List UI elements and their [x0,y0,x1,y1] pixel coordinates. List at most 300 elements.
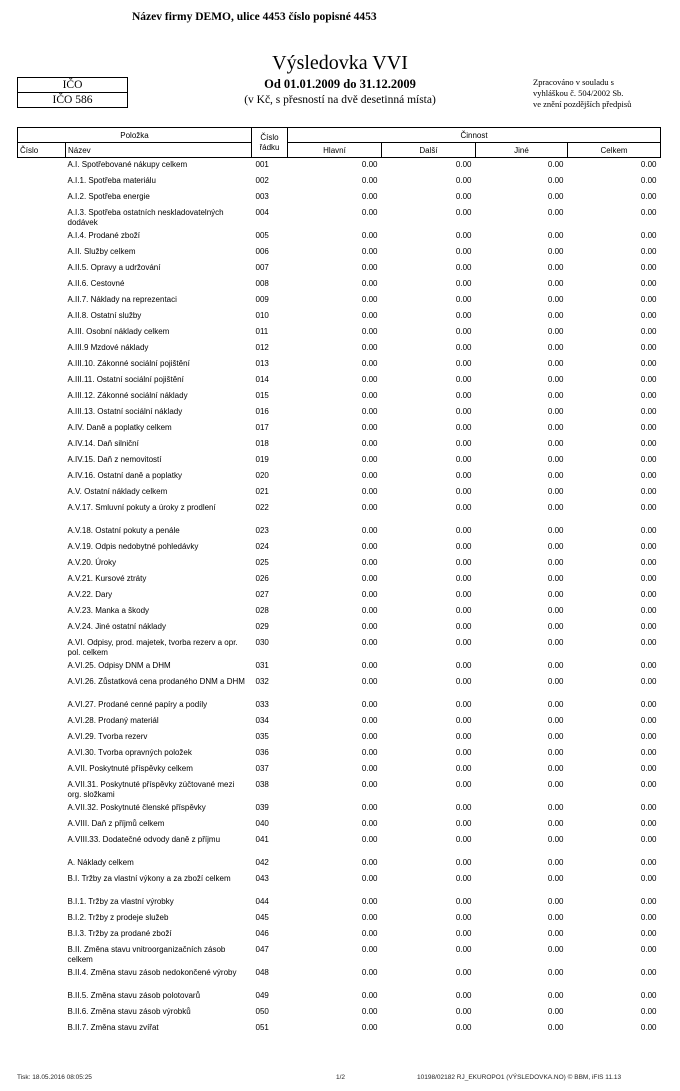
row-dalsi: 0.00 [455,230,472,240]
table-row [18,277,661,293]
row-nazev: A.III.10. Zákonné sociální pojištění [67,358,190,368]
row-cislo-radku: 047 [255,944,269,954]
header-hlavni: Hlavní [288,143,382,158]
legal-note-line: Zpracováno v souladu s [533,77,614,87]
row-dalsi: 0.00 [455,1022,472,1032]
row-cislo-radku: 032 [255,676,269,686]
legal-note [533,77,673,110]
row-cislo [18,405,66,421]
row-dalsi: 0.00 [455,676,472,686]
row-celkem: 0.00 [640,294,657,304]
row-jine: 0.00 [547,374,564,384]
table-row [18,730,661,746]
row-celkem: 0.00 [640,1006,657,1016]
table-row [18,357,661,373]
row-nazev: A.VII.32. Poskytnuté členské příspěvky [67,802,206,812]
row-celkem: 0.00 [640,406,657,416]
table-row [18,872,661,895]
row-cislo [18,856,66,872]
row-jine: 0.00 [547,160,564,169]
row-jine: 0.00 [547,358,564,368]
table-body [18,158,661,1037]
row-dalsi: 0.00 [455,699,472,709]
row-nazev: A.VI.29. Tvorba rezerv [67,731,148,741]
row-cislo [18,357,66,373]
row-cislo [18,801,66,817]
row-nazev: A.VII.31. Poskytnuté příspěvky zúčtované mezi org. složkami [67,779,235,799]
row-cislo-radku: 041 [255,834,269,844]
row-dalsi: 0.00 [455,873,472,883]
header-celkem: Celkem [568,143,661,158]
row-dalsi: 0.00 [455,1006,472,1016]
row-jine: 0.00 [547,928,564,938]
row-nazev: A.I.1. Spotřeba materiálu [67,175,156,185]
row-hlavni: 0.00 [361,454,378,464]
row-cislo-radku: 043 [255,873,269,883]
row-cislo [18,190,66,206]
row-hlavni: 0.00 [361,438,378,448]
row-jine: 0.00 [547,278,564,288]
row-nazev: A.VII. Poskytnuté příspěvky celkem [67,763,193,773]
row-celkem: 0.00 [640,310,657,320]
row-cislo-radku: 025 [255,557,269,567]
row-celkem: 0.00 [640,731,657,741]
row-hlavni: 0.00 [361,763,378,773]
row-celkem: 0.00 [640,660,657,670]
row-dalsi: 0.00 [455,731,472,741]
row-celkem: 0.00 [640,454,657,464]
row-dalsi: 0.00 [455,896,472,906]
row-cislo-radku: 016 [255,406,269,416]
row-celkem: 0.00 [640,873,657,883]
row-hlavni: 0.00 [361,358,378,368]
row-cislo [18,373,66,389]
row-dalsi: 0.00 [455,802,472,812]
row-hlavni: 0.00 [361,175,378,185]
row-jine: 0.00 [547,621,564,631]
row-nazev: A.V.24. Jiné ostatní náklady [67,621,166,631]
row-jine: 0.00 [547,605,564,615]
row-jine: 0.00 [547,191,564,201]
row-cislo-radku: 038 [255,779,269,789]
row-nazev: A.V.18. Ostatní pokuty a penále [67,525,180,535]
row-dalsi: 0.00 [455,406,472,416]
row-cislo [18,325,66,341]
table-row [18,675,661,698]
row-jine: 0.00 [547,779,564,789]
row-cislo-radku: 003 [255,191,269,201]
row-cislo-radku: 030 [255,637,269,647]
row-cislo-radku: 017 [255,422,269,432]
row-cislo-radku: 014 [255,374,269,384]
row-hlavni: 0.00 [361,486,378,496]
row-cislo [18,206,66,229]
row-nazev: B.I.1. Tržby za vlastní výrobky [67,896,174,906]
row-celkem: 0.00 [640,557,657,567]
row-celkem: 0.00 [640,230,657,240]
row-dalsi: 0.00 [455,326,472,336]
row-hlavni: 0.00 [361,589,378,599]
row-jine: 0.00 [547,896,564,906]
row-jine: 0.00 [547,342,564,352]
row-nazev: A.I.2. Spotřeba energie [67,191,150,201]
table-row [18,801,661,817]
row-cislo [18,556,66,572]
row-dalsi: 0.00 [455,818,472,828]
row-dalsi: 0.00 [455,422,472,432]
table-row [18,261,661,277]
row-jine: 0.00 [547,944,564,954]
row-celkem: 0.00 [640,1022,657,1032]
row-jine: 0.00 [547,422,564,432]
row-celkem: 0.00 [640,589,657,599]
row-jine: 0.00 [547,676,564,686]
row-nazev: A.II.6. Cestovné [67,278,125,288]
row-dalsi: 0.00 [455,573,472,583]
row-nazev: A.V.21. Kursové ztráty [67,573,147,583]
row-cislo [18,698,66,714]
row-celkem: 0.00 [640,502,657,512]
row-dalsi: 0.00 [455,990,472,1000]
row-dalsi: 0.00 [455,637,472,647]
row-hlavni: 0.00 [361,990,378,1000]
header-jine: Jiné [476,143,568,158]
table-row [18,833,661,856]
row-jine: 0.00 [547,715,564,725]
row-hlavni: 0.00 [361,541,378,551]
row-cislo [18,1021,66,1037]
row-cislo [18,730,66,746]
table-row [18,746,661,762]
row-cislo-radku: 036 [255,747,269,757]
row-dalsi: 0.00 [455,358,472,368]
row-cislo-radku: 033 [255,699,269,709]
row-cislo-radku: 049 [255,990,269,1000]
row-celkem: 0.00 [640,747,657,757]
row-dalsi: 0.00 [455,160,472,169]
row-cislo-radku: 031 [255,660,269,670]
row-cislo [18,778,66,801]
row-hlavni: 0.00 [361,207,378,217]
row-dalsi: 0.00 [455,502,472,512]
table-row [18,469,661,485]
header-cislo-radku [252,128,288,158]
footer-print-date: Tisk: 18.05.2016 08:05:25 [17,1074,92,1081]
row-dalsi: 0.00 [455,779,472,789]
table-row [18,437,661,453]
row-nazev: B.II. Změna stavu vnitroorganizačních zásob celkem [67,944,226,964]
row-nazev: A.VI.28. Prodaný materiál [67,715,159,725]
row-celkem: 0.00 [640,175,657,185]
row-hlavni: 0.00 [361,262,378,272]
row-cislo-radku: 051 [255,1022,269,1032]
row-hlavni: 0.00 [361,294,378,304]
row-cislo [18,389,66,405]
row-cislo-radku: 007 [255,262,269,272]
row-cislo [18,588,66,604]
row-hlavni: 0.00 [361,802,378,812]
row-nazev: A.V.22. Dary [67,589,113,599]
row-cislo-radku: 020 [255,470,269,480]
row-hlavni: 0.00 [361,896,378,906]
table-row [18,293,661,309]
row-hlavni: 0.00 [361,912,378,922]
table-row [18,190,661,206]
row-jine: 0.00 [547,912,564,922]
row-hlavni: 0.00 [361,406,378,416]
row-cislo [18,620,66,636]
income-statement-table [17,127,661,1037]
table-row [18,943,661,966]
row-cislo-radku: 027 [255,589,269,599]
row-jine: 0.00 [547,525,564,535]
ico-label: IČO [18,78,127,93]
table-row [18,636,661,659]
row-celkem: 0.00 [640,262,657,272]
row-celkem: 0.00 [640,278,657,288]
table-row [18,762,661,778]
table-row [18,325,661,341]
row-jine: 0.00 [547,763,564,773]
row-nazev: B.II.5. Změna stavu zásob polotovarů [67,990,201,1000]
row-cislo [18,158,66,174]
row-nazev: A.V.23. Manka a škody [67,605,150,615]
row-cislo [18,604,66,620]
report-units: (v Kč, s přesností na dvě desetinná místa) [244,94,436,106]
table-row [18,620,661,636]
row-jine: 0.00 [547,747,564,757]
row-cislo-radku: 029 [255,621,269,631]
row-celkem: 0.00 [640,818,657,828]
row-nazev: A.IV. Daně a poplatky celkem [67,422,172,432]
row-hlavni: 0.00 [361,779,378,789]
header-cislo-radku-line1: Číslo [260,132,279,142]
table-row [18,389,661,405]
header-nazev: Název [66,143,252,158]
table-row [18,485,661,501]
row-jine: 0.00 [547,262,564,272]
row-cislo [18,309,66,325]
table-row [18,698,661,714]
row-nazev: A.II.5. Opravy a udržování [67,262,161,272]
row-cislo-radku: 010 [255,310,269,320]
row-jine: 0.00 [547,857,564,867]
row-cislo [18,895,66,911]
company-header: Název firmy DEMO, ulice 4453 číslo popisné 4453 [132,11,377,23]
table-row [18,405,661,421]
row-cislo-radku: 019 [255,454,269,464]
row-cislo-radku: 002 [255,175,269,185]
row-cislo-radku: 045 [255,912,269,922]
row-cislo [18,762,66,778]
row-hlavni: 0.00 [361,573,378,583]
row-cislo [18,501,66,524]
row-celkem: 0.00 [640,541,657,551]
row-cislo [18,421,66,437]
row-celkem: 0.00 [640,342,657,352]
row-jine: 0.00 [547,246,564,256]
row-cislo-radku: 042 [255,857,269,867]
row-cislo-radku: 013 [255,358,269,368]
row-celkem: 0.00 [640,912,657,922]
row-nazev: A.V.19. Odpis nedobytné pohledávky [67,541,199,551]
row-cislo [18,261,66,277]
footer-info: 10198/02182 RJ_EKUROPO1 (VÝSLEDOVKA.NO) © BBM, iFIS 11.13 [417,1074,622,1081]
row-hlavni: 0.00 [361,731,378,741]
row-jine: 0.00 [547,294,564,304]
row-celkem: 0.00 [640,326,657,336]
row-celkem: 0.00 [640,967,657,977]
row-dalsi: 0.00 [455,605,472,615]
row-nazev: A.VI.25. Odpisy DNM a DHM [67,660,171,670]
row-dalsi: 0.00 [455,374,472,384]
row-hlavni: 0.00 [361,834,378,844]
row-cislo [18,911,66,927]
row-nazev: B.I.3. Tržby za prodané zboží [67,928,172,938]
row-cislo-radku: 005 [255,230,269,240]
row-dalsi: 0.00 [455,857,472,867]
row-cislo-radku: 040 [255,818,269,828]
row-celkem: 0.00 [640,207,657,217]
row-nazev: A.IV.14. Daň silniční [67,438,139,448]
legal-note-line: vyhláškou č. 504/2002 Sb. [533,88,624,98]
row-celkem: 0.00 [640,422,657,432]
row-cislo [18,174,66,190]
row-celkem: 0.00 [640,637,657,647]
row-cislo-radku: 039 [255,802,269,812]
row-jine: 0.00 [547,454,564,464]
row-nazev: B.II.4. Změna stavu zásob nedokončené výroby [67,967,237,977]
row-jine: 0.00 [547,486,564,496]
table-row [18,556,661,572]
row-dalsi: 0.00 [455,715,472,725]
row-cislo-radku: 011 [255,326,269,336]
row-dalsi: 0.00 [455,541,472,551]
row-jine: 0.00 [547,175,564,185]
row-nazev: A.VIII. Daň z příjmů celkem [67,818,165,828]
row-dalsi: 0.00 [455,967,472,977]
row-cislo [18,746,66,762]
row-cislo [18,675,66,698]
row-nazev: A.VI.26. Zůstatková cena prodaného DNM a DHM [67,676,245,686]
row-jine: 0.00 [547,731,564,741]
row-cislo-radku: 012 [255,342,269,352]
table-row [18,989,661,1005]
table-row [18,206,661,229]
row-cislo [18,927,66,943]
row-dalsi: 0.00 [455,390,472,400]
row-cislo [18,341,66,357]
row-dalsi: 0.00 [455,557,472,567]
row-cislo [18,817,66,833]
row-jine: 0.00 [547,873,564,883]
row-celkem: 0.00 [640,834,657,844]
row-nazev: A.I.3. Spotřeba ostatních neskladovatelných dodávek [67,207,224,227]
row-nazev: B.II.7. Změna stavu zvířat [67,1022,159,1032]
row-dalsi: 0.00 [455,246,472,256]
row-dalsi: 0.00 [455,834,472,844]
row-dalsi: 0.00 [455,207,472,217]
row-nazev: A.I. Spotřebované nákupy celkem [67,160,188,169]
row-dalsi: 0.00 [455,912,472,922]
row-cislo-radku: 006 [255,246,269,256]
row-celkem: 0.00 [640,944,657,954]
row-hlavni: 0.00 [361,470,378,480]
row-hlavni: 0.00 [361,374,378,384]
row-cislo-radku: 015 [255,390,269,400]
row-cislo-radku: 037 [255,763,269,773]
row-cislo [18,453,66,469]
row-dalsi: 0.00 [455,621,472,631]
row-jine: 0.00 [547,310,564,320]
table-row [18,572,661,588]
row-nazev: B.I.2. Tržby z prodeje služeb [67,912,169,922]
row-cislo [18,833,66,856]
table-row [18,778,661,801]
row-cislo-radku: 028 [255,605,269,615]
row-cislo [18,659,66,675]
row-hlavni: 0.00 [361,699,378,709]
row-dalsi: 0.00 [455,470,472,480]
row-cislo-radku: 034 [255,715,269,725]
row-hlavni: 0.00 [361,967,378,977]
table-row [18,966,661,989]
row-dalsi: 0.00 [455,525,472,535]
table-row [18,229,661,245]
row-nazev: B.II.6. Změna stavu zásob výrobků [67,1006,191,1016]
row-cislo-radku: 024 [255,541,269,551]
table-row [18,604,661,620]
row-dalsi: 0.00 [455,175,472,185]
row-hlavni: 0.00 [361,857,378,867]
row-dalsi: 0.00 [455,294,472,304]
row-nazev: A.VI. Odpisy, prod. majetek, tvorba rezerv a opr. pol. celkem [67,637,238,657]
legal-note-line: ve znění pozdějších předpisů [533,99,632,109]
row-cislo [18,485,66,501]
row-celkem: 0.00 [640,779,657,789]
row-dalsi: 0.00 [455,589,472,599]
row-jine: 0.00 [547,573,564,583]
ico-value: IČO 586 [52,94,93,106]
row-cislo [18,572,66,588]
row-celkem: 0.00 [640,525,657,535]
row-cislo [18,524,66,540]
row-hlavni: 0.00 [361,873,378,883]
row-cislo [18,469,66,485]
row-hlavni: 0.00 [361,278,378,288]
row-jine: 0.00 [547,502,564,512]
row-cislo [18,540,66,556]
row-dalsi: 0.00 [455,191,472,201]
table-row [18,373,661,389]
table-row [18,895,661,911]
row-cislo-radku: 023 [255,525,269,535]
row-celkem: 0.00 [640,676,657,686]
row-hlavni: 0.00 [361,1022,378,1032]
row-cislo-radku: 021 [255,486,269,496]
row-jine: 0.00 [547,818,564,828]
row-jine: 0.00 [547,990,564,1000]
row-hlavni: 0.00 [361,557,378,567]
row-celkem: 0.00 [640,990,657,1000]
row-nazev: A.IV.16. Ostatní daně a poplatky [67,470,182,480]
row-hlavni: 0.00 [361,310,378,320]
row-dalsi: 0.00 [455,928,472,938]
row-celkem: 0.00 [640,896,657,906]
table-row [18,245,661,261]
table-row [18,453,661,469]
row-celkem: 0.00 [640,621,657,631]
